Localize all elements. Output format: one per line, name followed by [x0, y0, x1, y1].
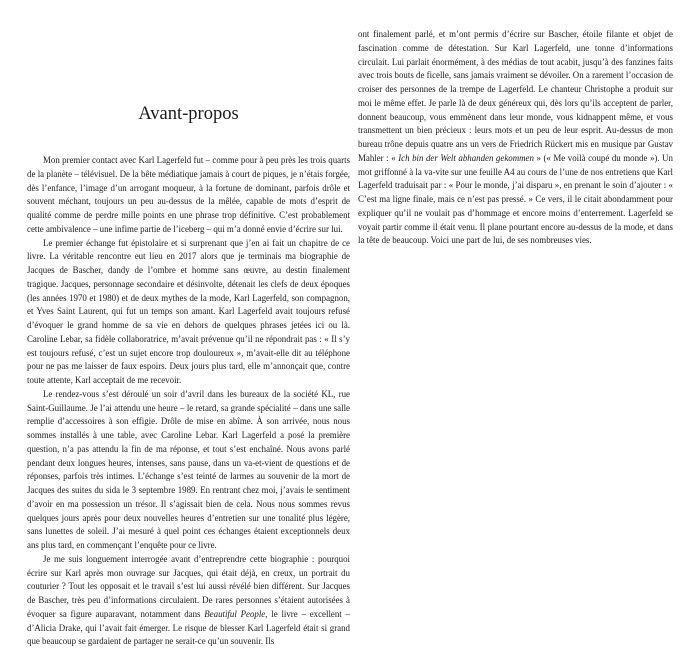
body-paragraph	[358, 28, 673, 248]
paragraph-text: Le rendez-vous s’est déroulé un soir d’avril dans les bureaux de la société KL, rue Saint-Guillaume. Je l’ai attendu une heure – le retard, sa grande spécialité – dans une salle remplie d’accessoires à son effigie. Drôle de mise en abîme. À son arrivée, nous nous sommes installés à une table, avec Caroline Lebar. Karl Lagerfeld a posé la première question, n’a pas attendu la fin de ma réponse, et tout s’est enchaîné. Nous avons parlé pendant deux longues heures, intenses, sans pause, dans un va-et-vient de questions et de réponses, parfois très intimes. L’échange s’est teinté de larmes au souvenir de la mort de Jacques des suites du sida le 3 septembre 1989. En rentrant chez moi, j’avais le sentiment d’avoir en ma possession un trésor. Il s’agissait bien de cela. Nous nous sommes revus quelques jours après pour deux nouvelles heures d’entretien sur une tonalité plus légère, sans lunettes de soleil. J’ai mesuré à quel point ces échanges étaient exceptionnels deux ans plus tard, en commençant l’enquête pour ce livre.	[27, 388, 350, 550]
paragraph-text: Le premier échange fut épistolaire et si surprenant que j’en ai fait un chapitre de ce livre. La véritable rencontre eut lieu en 2017 alors que je terminais ma biographie de Jacques de Bascher, dandy de l’ombre et homme sans œuvre, au destin finalement tragique. Jacques, personnage secondaire et désinvolte, détenait les clefs de deux époques (les années 1970 et 1980) et de deux mythes de la mode, Karl Lagerfeld, son compagnon, et Yves Saint Laurent, qui fut un temps son amant. Karl Lagerfeld avait toujours refusé d’évoquer le grand homme de sa vie en dehors de quelques phrases jetées ici ou là. Caroline Lebar, sa fidèle collaboratrice, m’avait prévenue qu’il ne répondrait pas : « Il s’y est toujours refusé, c’est un sujet encore trop douloureux », m’avait-elle dit au téléphone pour ne pas me laisser de faux espoirs. Deux jours plus tard, elle m’annonçait que, contre toute attente, Karl acceptait de me recevoir.	[27, 237, 350, 385]
body-paragraph	[27, 553, 350, 649]
body-paragraph	[27, 154, 350, 237]
body-paragraph	[27, 237, 350, 388]
paragraph-text: Mon premier contact avec Karl Lagerfeld fut – comme pour à peu près les trois quarts de la planète – télévisuel. De la bête médiatique jamais à court de piques, je n’étais forgée, dès l’enfance, l’image d’un arrogant moqueur, à la fortune de dominant, parfois drôle et souvent méchant, toujours un peu au-dessus de la mêlée, capable de mots d’esprit de qualité comme de perdre mille points en une phrase trop définitive. C’est probablement cette ambivalence – une infime partie de l’iceberg – qui m’a donné envie d’écrire sur lui.	[27, 155, 350, 234]
left-page-body	[27, 154, 350, 649]
paragraph-text: ont finalement parlé, et m’ont permis d’écrire sur Bascher, étoile filante et objet de fascination comme de détestation. Sur Karl Lagerfeld, une tonne d’informations circulait. Lui parlait énormément, à des médias de tout acabit, jusqu’à des fanzines faits avec trois bouts de ficelle, sans jamais vraiment se dévoiler. On a rarement l’occasion de croiser des personnes de la trempe de Lagerfeld. Le chanteur Christophe a produit sur moi le même effet. Je parle là de deux généreux qui, dès lors qu’ils acceptent de parler, donnent beaucoup, vous emmènent dans leur monde, vous kidnappent même, et vous transmettent un bien précieux : leurs mots et un peu de leur esprit. Au-dessus de mon bureau trône depuis quatre ans un vers de Friedrich Rückert mis en musique par Gustav Mahler : «	[358, 29, 673, 163]
italic-text: Beautiful People	[204, 608, 266, 619]
italic-text: Ich bin der Welt abhanden gekommen	[398, 152, 534, 163]
right-page-body	[358, 28, 673, 248]
paragraph-text: Je me suis longuement interrogée avant d’entreprendre cette biographie : pourquoi écrire sur Karl après mon ouvrage sur Jacques, qui était déjà, en creux, un portrait du couturier ? Tout les opposait et le travail s’est lui aussi révélé bien différent. Sur Jacques de Bascher, très peu d’informations circulaient. De rares personnes s’étaient autorisées à évoquer sa figure auparavant, notamment dans	[27, 553, 350, 619]
paragraph-text: » (« Me voilà coupé du monde »). Un mot griffonné à la va-vite sur une feuille A4 au cours de l’une de nos entretiens que Karl Lagerfeld traduisait par : « Pour le monde, j’ai disparu », en prenant le soin d’ajouter : « C’est ma ligne finale, mais ce n’est pas pressé. » Ce vers, il le citait abondamment pour expliquer qu’il ne voulait pas d’hommage et encore moins d’enterrement. Lagerfeld se voyait partir comme il était venu. Il plane pourtant encore au-dessus de la mode, et dans la tête de beaucoup. Voici une part de lui, de ses nombreuses vies.	[358, 152, 673, 246]
paragraph-text: , le livre – excellent – d’Alicia Drake, qui l’avait fait émerger. Le risque de blesser Karl Lagerfeld était si grand que beaucoup se gardaient de partager ne serait-ce qu’un souvenir. Ils	[27, 608, 350, 647]
chapter-title: Avant-propos	[138, 104, 239, 124]
body-paragraph	[27, 388, 350, 553]
